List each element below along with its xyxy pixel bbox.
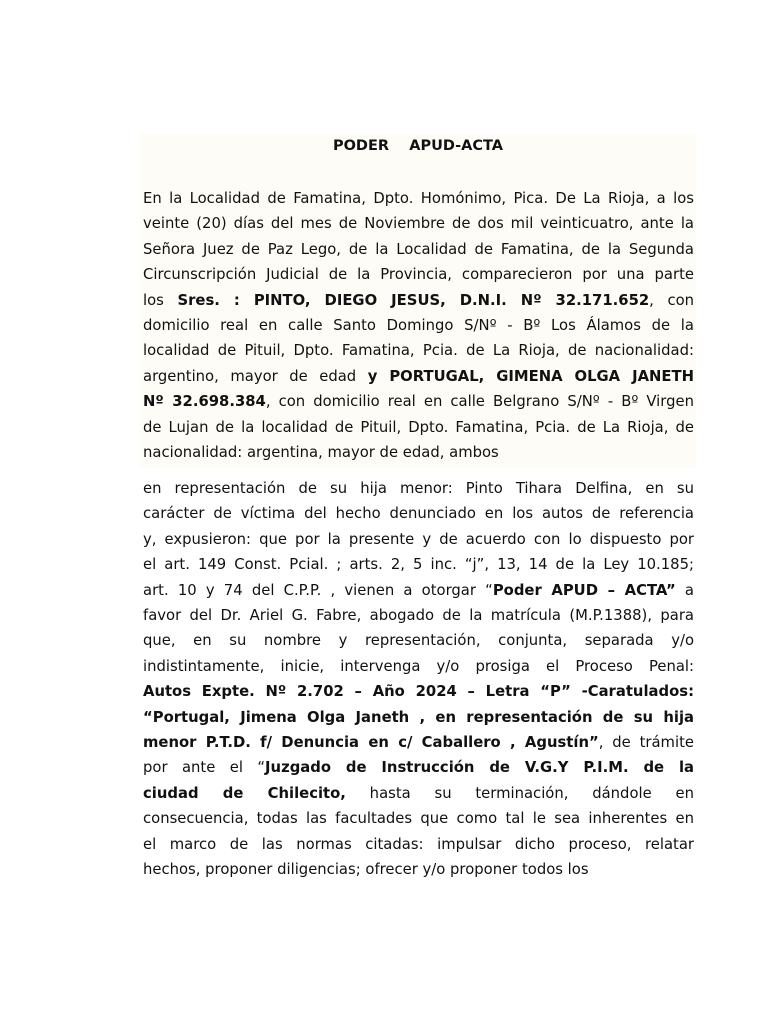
- text-line: [143, 679, 694, 704]
- text-run: hechos, proponer diligencias; ofrecer y/o proponer todos los: [143, 861, 589, 879]
- text-line: [143, 705, 694, 730]
- text-run: por ante el “: [143, 759, 266, 777]
- text-line: [143, 440, 694, 465]
- text-run: Circunscripción Judicial de la Provincia, comparecieron por una parte: [143, 266, 694, 284]
- text-run: , con domicilio real en calle Belgrano S/Nº - Bº Virgen: [265, 393, 694, 411]
- bold-text: Sres. : PINTO, DIEGO JESUS, D.N.I. Nº 32.171.652: [177, 291, 650, 309]
- text-line: [143, 806, 694, 831]
- text-line: [143, 237, 694, 262]
- text-run: favor del Dr. Ariel G. Fabre, abogado de la matrícula (M.P.1388), para: [143, 607, 694, 625]
- text-line: [143, 781, 694, 806]
- text-line: [143, 476, 694, 501]
- text-run: , con: [649, 291, 695, 309]
- text-run: y, expusieron: que por la presente y de acuerdo con lo dispuesto por: [143, 530, 694, 548]
- text-run: En la Localidad de Famatina, Dpto. Homónimo, Pica. De La Rioja, a los: [143, 190, 694, 207]
- text-line: [143, 288, 694, 313]
- paragraph-comparecencia: [143, 186, 694, 465]
- bold-text: y PORTUGAL, GIMENA OLGA JANETH: [367, 367, 694, 385]
- text-line: [143, 552, 694, 577]
- text-line: [143, 578, 694, 603]
- text-run: carácter de víctima del hecho denunciado en los autos de referencia: [143, 505, 694, 523]
- text-line: [143, 415, 694, 440]
- text-run: localidad de Pituil, Dpto. Famatina, Pcia. de La Rioja, de nacionalidad:: [143, 342, 694, 360]
- text-line: [143, 857, 694, 882]
- text-line: [143, 730, 694, 755]
- text-line: [143, 389, 694, 414]
- text-run: el art. 149 Const. Pcial. ; arts. 2, 5 inc. “j”, 13, 14 de la Ley 10.185;: [143, 556, 694, 574]
- bold-text: Poder APUD – ACTA”: [492, 581, 676, 599]
- text-run: veinte (20) días del mes de Noviembre de dos mil veinticuatro, ante la: [143, 215, 694, 233]
- text-run: domicilio real en calle Santo Domingo S/Nº - Bº Los Álamos de la: [143, 317, 694, 335]
- text-run: en representación de su hija menor: Pinto Tihara Delfina, en su: [143, 480, 694, 497]
- text-line: [143, 338, 694, 363]
- text-run: argentino, mayor de edad: [143, 367, 368, 385]
- bold-text: menor P.T.D. f/ Denuncia en c/ Caballero , Agustín”: [143, 734, 599, 752]
- text-run: Señora Juez de Paz Lego, de la Localidad de Famatina, de la Segunda: [143, 240, 694, 258]
- bold-text: Nº 32.698.384: [143, 393, 266, 411]
- text-run: el marco de las normas citadas: impulsar dicho proceso, relatar: [143, 835, 694, 853]
- text-run: indistintamente, inicie, intervenga y/o prosiga el Proceso Penal:: [143, 657, 694, 675]
- text-line: [143, 628, 694, 653]
- text-run: de Lujan de la localidad de Pituil, Dpto. Famatina, Pcia. de La Rioja, de: [143, 418, 694, 436]
- bold-text: Autos Expte. Nº 2.702 – Año 2024 – Letra “P” -Caratulados:: [143, 683, 694, 701]
- text-run: los: [143, 291, 178, 309]
- text-line: [143, 501, 694, 526]
- text-run: hasta su terminación, dándole en: [345, 784, 694, 802]
- bold-text: ciudad de Chilecito,: [143, 784, 346, 802]
- bold-text: “Portugal, Jimena Olga Janeth , en representación de su hija: [143, 708, 694, 726]
- text-run: , de trámite: [598, 734, 694, 752]
- text-run: art. 10 y 74 del C.P.P. , vienen a otorgar “: [143, 581, 493, 599]
- text-line: [143, 364, 694, 389]
- text-run: nacionalidad: argentina, mayor de edad, ambos: [143, 444, 499, 462]
- bold-text: Juzgado de Instrucción de V.G.Y P.I.M. de la: [265, 759, 695, 777]
- text-line: [143, 527, 694, 552]
- text-line: [143, 603, 694, 628]
- document-title: PODER APUD-ACTA: [332, 138, 504, 154]
- text-run: consecuencia, todas las facultades que como tal le sea inherentes en: [143, 810, 694, 828]
- text-line: [143, 313, 694, 338]
- text-run: que, en su nombre y representación, conjunta, separada y/o: [143, 632, 694, 650]
- text-line: [143, 832, 694, 857]
- text-line: [143, 211, 694, 236]
- text-run: a: [675, 581, 694, 599]
- paragraph-otorgamiento: [143, 476, 694, 883]
- text-line: [143, 755, 694, 780]
- text-line: [143, 654, 694, 679]
- text-line: [143, 262, 694, 287]
- text-line: [143, 186, 694, 211]
